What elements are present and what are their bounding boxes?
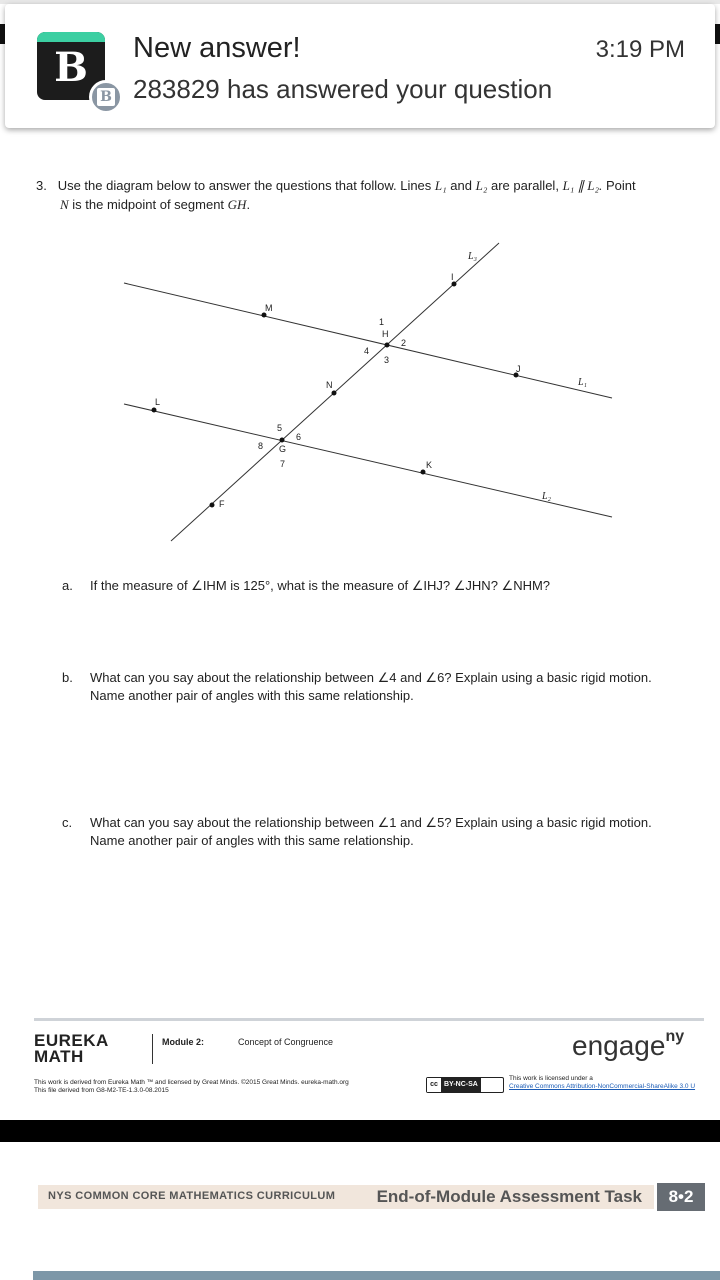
derived-line-1: This work is derived from Eureka Math ™ and licensed by Great Minds. ©2015 Great Minds. eureka-math.org (34, 1079, 349, 1086)
engageny-logo (572, 1030, 684, 1062)
grade-badge: 8•2 (657, 1183, 705, 1211)
question-text-3: Point (605, 178, 636, 193)
next-page-header (38, 1185, 654, 1209)
page-separator (0, 1120, 720, 1142)
question-and: and (450, 178, 472, 193)
part-b-text-2: Name another pair of angles with this same relationship. (90, 688, 414, 703)
cc-license-badge (426, 1077, 504, 1093)
footer-rule (34, 1018, 704, 1021)
notification-title: New answer! (133, 32, 301, 64)
question-text-2: are parallel, (491, 178, 559, 193)
eureka-line-2: MATH (34, 1047, 84, 1066)
point-n: N (60, 197, 69, 212)
label-7: 7 (280, 459, 286, 469)
notification-card[interactable] (5, 4, 715, 128)
eureka-line-1: EUREKA (34, 1031, 109, 1050)
part-a-label: a. (62, 578, 73, 593)
label-l3: L₃ (468, 251, 478, 262)
line-l1 (124, 283, 612, 398)
derived-notice (34, 1079, 414, 1095)
parallel-lines-diagram (110, 230, 630, 550)
label-k: K (426, 460, 433, 470)
question-number: 3. (36, 178, 47, 193)
point-f (210, 503, 215, 508)
label-4: 4 (364, 346, 370, 356)
app-icon-letter: B (54, 44, 88, 91)
next-page-bar (33, 1271, 720, 1280)
label-n: N (326, 380, 333, 390)
label-j: J (516, 364, 521, 374)
eureka-math-logo (34, 1033, 109, 1065)
question-text-1: Use the diagram below to answer the questions that follow. Lines (57, 178, 432, 193)
part-c-text-1: What can you say about the relationship between ∠1 and ∠5? Explain using a basic rigid motion. (90, 815, 652, 830)
point-l (152, 408, 157, 413)
line-l2: L₂ (475, 178, 488, 193)
line-l2 (124, 404, 612, 517)
engage-text: engage (572, 1030, 666, 1061)
label-m: M (265, 303, 273, 313)
label-l2: L₂ (542, 491, 552, 502)
label-6: 6 (296, 432, 302, 442)
task-title: End-of-Module Assessment Task (376, 1187, 642, 1206)
footer-divider (152, 1034, 153, 1064)
point-i (452, 282, 457, 287)
notification-message: 283829 has answered your question (133, 74, 553, 104)
point-k (421, 470, 426, 475)
label-5: 5 (277, 423, 283, 433)
part-a-text: If the measure of ∠IHM is 125°, what is the measure of ∠IHJ? ∠JHN? ∠NHM? (90, 578, 551, 593)
module-label: Module 2: (162, 1037, 204, 1047)
point-n (332, 391, 337, 396)
point-m (262, 313, 267, 318)
period: . (246, 197, 251, 212)
part-c-label: c. (62, 815, 73, 830)
part-b-label: b. (62, 670, 73, 685)
point-h (385, 343, 390, 348)
license-line: This work is licensed under a (509, 1075, 593, 1082)
app-badge-icon (89, 80, 123, 114)
label-8: 8 (258, 441, 264, 451)
label-2: 2 (401, 338, 407, 348)
icon-stripe (37, 32, 105, 42)
question-text (36, 176, 706, 195)
line-l1: L₁ (434, 178, 447, 193)
license-link[interactable]: Creative Commons Attribution-NonCommercial-ShareAlike 3.0 U (509, 1083, 696, 1090)
part-b-text-1: What can you say about the relationship between ∠4 and ∠6? Explain using a basic rigid motion. (90, 670, 652, 685)
label-1: 1 (379, 317, 385, 327)
label-3: 3 (384, 355, 390, 365)
cc-type: BY-NC-SA (441, 1078, 481, 1092)
label-g: G (279, 444, 287, 454)
badge-letter: B (97, 88, 115, 106)
segment-gh: GH (227, 197, 247, 212)
question-text-line2 (60, 195, 250, 214)
part-c-text-2: Name another pair of angles with this same relationship. (90, 833, 414, 848)
derived-line-2: This file derived from G8-M2-TE-1.3.0-08.2015 (34, 1087, 169, 1094)
label-h: H (382, 329, 389, 339)
module-concept: Concept of Congruence (238, 1037, 334, 1047)
license-notice (509, 1075, 720, 1091)
label-l: L (155, 397, 161, 407)
engage-sup: ny (665, 1028, 685, 1045)
label-f: F (219, 499, 225, 509)
label-i: I (451, 272, 454, 282)
cc-icon: cc (427, 1078, 441, 1092)
parallel-statement: L₁ ∥ L₂. (562, 178, 603, 193)
point-g (280, 438, 285, 443)
notification-time: 3:19 PM (595, 36, 685, 63)
label-l1: L₁ (578, 377, 588, 388)
curriculum-title: NYS COMMON CORE MATHEMATICS CURRICULUM (48, 1190, 336, 1202)
question-line2-text: is the midpoint of segment (72, 197, 225, 212)
